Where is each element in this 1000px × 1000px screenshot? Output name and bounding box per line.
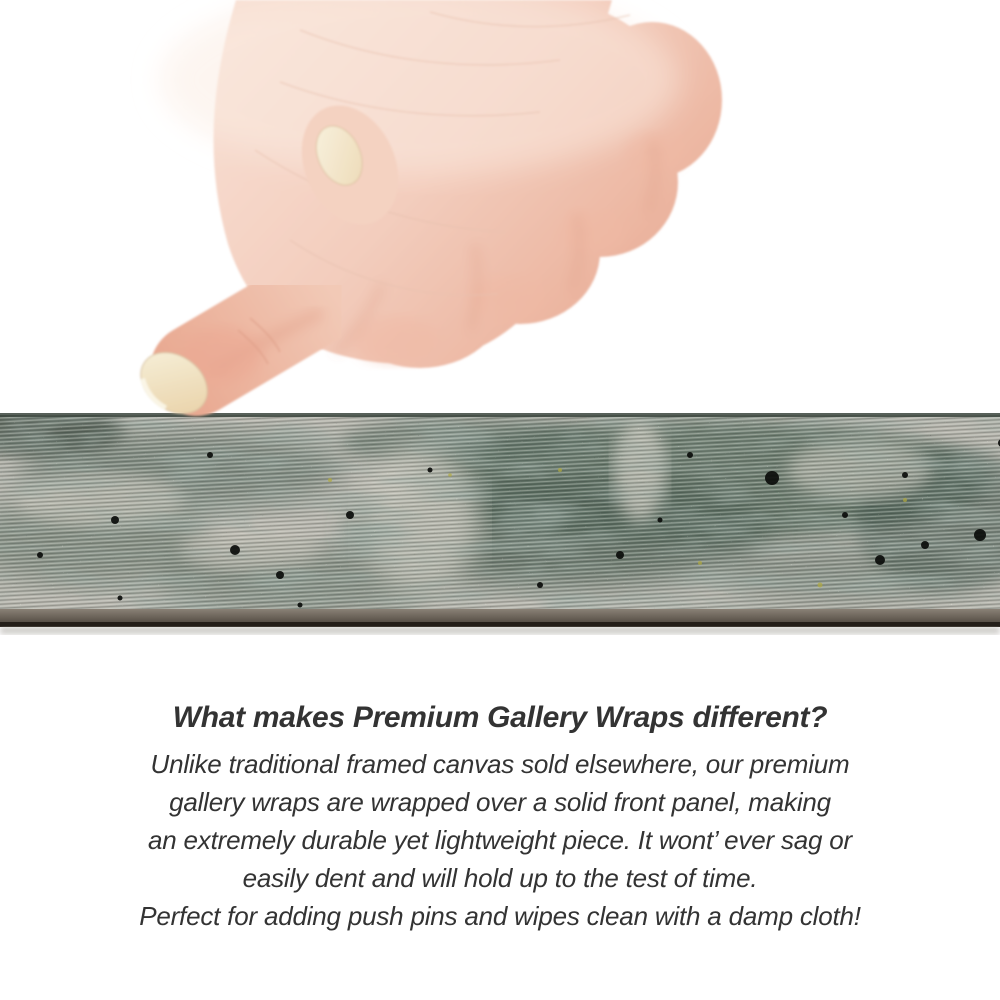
headline: What makes Premium Gallery Wraps different? <box>172 701 828 734</box>
canvas-strip <box>0 413 1000 642</box>
hand-photo <box>0 0 1000 425</box>
canvas-face <box>0 413 1000 615</box>
description-line-4: easily dent and will hold up to the test of time. <box>242 863 758 893</box>
strip-bottom-edge <box>0 609 1000 634</box>
description-line-3: an extremely durable yet lightweight piece. It wont’ ever sag or <box>147 825 853 855</box>
hand-illustration <box>0 0 1000 425</box>
marketing-copy <box>0 701 1000 935</box>
canvas-strip-illustration <box>0 413 1000 642</box>
description-line-2: gallery wraps are wrapped over a solid front panel, making <box>169 787 831 817</box>
description-line-1: Unlike traditional framed canvas sold elsewhere, our premium <box>150 749 850 779</box>
canvas-weave <box>0 415 1000 615</box>
thumb <box>129 298 322 425</box>
description-line-5: Perfect for adding push pins and wipes clean with a damp cloth! <box>139 901 861 931</box>
